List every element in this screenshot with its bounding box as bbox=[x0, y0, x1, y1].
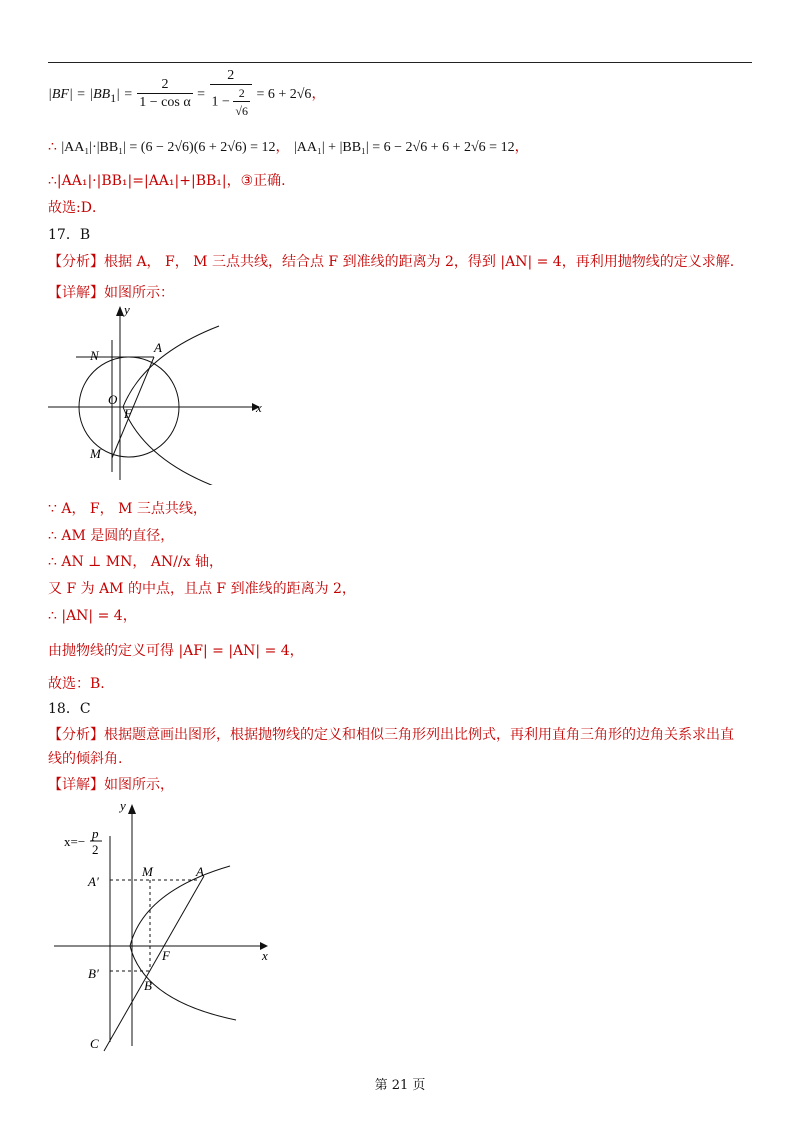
formula-bf-lhs: |BF| = |BB bbox=[48, 87, 111, 102]
fig18-label-2: 2 bbox=[92, 842, 99, 857]
fig18-label-b: B bbox=[144, 978, 152, 993]
q18-detail: 【详解】如图所示， bbox=[48, 777, 174, 793]
figure-18 bbox=[44, 796, 284, 1058]
fig18-label-p: p bbox=[92, 826, 99, 841]
fig18-label-bprime: B′ bbox=[88, 966, 99, 981]
page-number: 第 21 页 bbox=[374, 1078, 426, 1093]
q17-step-6: 由抛物线的定义可得 |AF| = |AN| = 4， bbox=[48, 643, 304, 659]
fig18-label-y: y bbox=[120, 798, 126, 813]
fig18-label-a: A bbox=[196, 864, 204, 879]
fig17-y-arrow bbox=[116, 306, 124, 316]
fig17-label-x: x bbox=[256, 400, 262, 415]
q17-step-3: ∴ AN ⊥ MN， AN//x 轴， bbox=[48, 554, 223, 570]
fig18-label-m: M bbox=[142, 864, 153, 879]
q17-step-1: ∵ A， F， M 三点共线， bbox=[48, 501, 207, 517]
fig17-label-y: y bbox=[124, 302, 130, 317]
q17-answer: 故选：B. bbox=[48, 676, 105, 692]
header-rule bbox=[48, 62, 752, 63]
answer-16: 故选:D． bbox=[48, 200, 106, 216]
fig18-label-x: x bbox=[262, 948, 268, 963]
q17-analysis: 【分析】根据 A， F， M 三点共线，结合点 F 到准线的距离为 2，得到 |AN| = 4，再利用抛物线的定义求解. bbox=[48, 254, 735, 270]
q17-title: 17．B bbox=[48, 227, 91, 243]
q17-detail: 【详解】如图所示： bbox=[48, 285, 174, 301]
fig18-label-aprime: A′ bbox=[88, 874, 99, 889]
q18-analysis-2: 线的倾斜角. bbox=[48, 751, 123, 767]
q17-step-4: 又 F 为 AM 的中点，且点 F 到准线的距离为 2， bbox=[48, 581, 356, 597]
fraction-1: $\frac{2}{\text{1 − cos α}}$ bbox=[139, 76, 191, 110]
fig17-label-a: A bbox=[154, 340, 162, 355]
formula-bf: $|BF| = |BB_1|$ = $\frac{2}{\text{1 − cos α}}$ = 2 1 − $\frac{2}{√6}$ = 6 + 2√6， bbox=[48, 68, 326, 118]
fig18-line-ac bbox=[104, 876, 204, 1051]
q17-step-2: ∴ AM 是圆的直径， bbox=[48, 528, 175, 544]
figure-17 bbox=[44, 300, 274, 485]
q18-analysis-1: 【分析】根据题意画出图形，根据抛物线的定义和相似三角形列出比例式，再利用直角三角形的边角关系求出直 bbox=[48, 727, 734, 743]
fig17-label-n: N bbox=[90, 348, 99, 363]
fig18-label-f: F bbox=[162, 948, 170, 963]
fraction-2: 2 1 − $\frac{2}{√6}$ bbox=[210, 68, 253, 120]
fig18-label-directrix: x=− bbox=[64, 834, 86, 849]
fig18-parabola bbox=[130, 866, 236, 1020]
fig17-parabola bbox=[123, 326, 219, 485]
fig18-y-arrow bbox=[128, 804, 136, 814]
fig17-label-f: F bbox=[124, 406, 132, 421]
q17-step-5: ∴ |AN| = 4， bbox=[48, 608, 137, 624]
fig17-label-m: M bbox=[90, 446, 101, 461]
therefore-line-2: ∴|AA₁|·|BB₁|=|AA₁|+|BB₁|，③正确. bbox=[48, 173, 286, 189]
therefore-line-1: ∴ |AA₁|·|BB₁| = (6 − 2√6)(6 + 2√6) = 12， |AA₁| + |BB₁| = 6 − 2√6 + 6 + 2√6 = 12， bbox=[48, 139, 529, 155]
fig17-label-o: O bbox=[108, 392, 118, 407]
q18-title: 18．C bbox=[48, 701, 91, 717]
fig18-label-c: C bbox=[90, 1036, 99, 1051]
